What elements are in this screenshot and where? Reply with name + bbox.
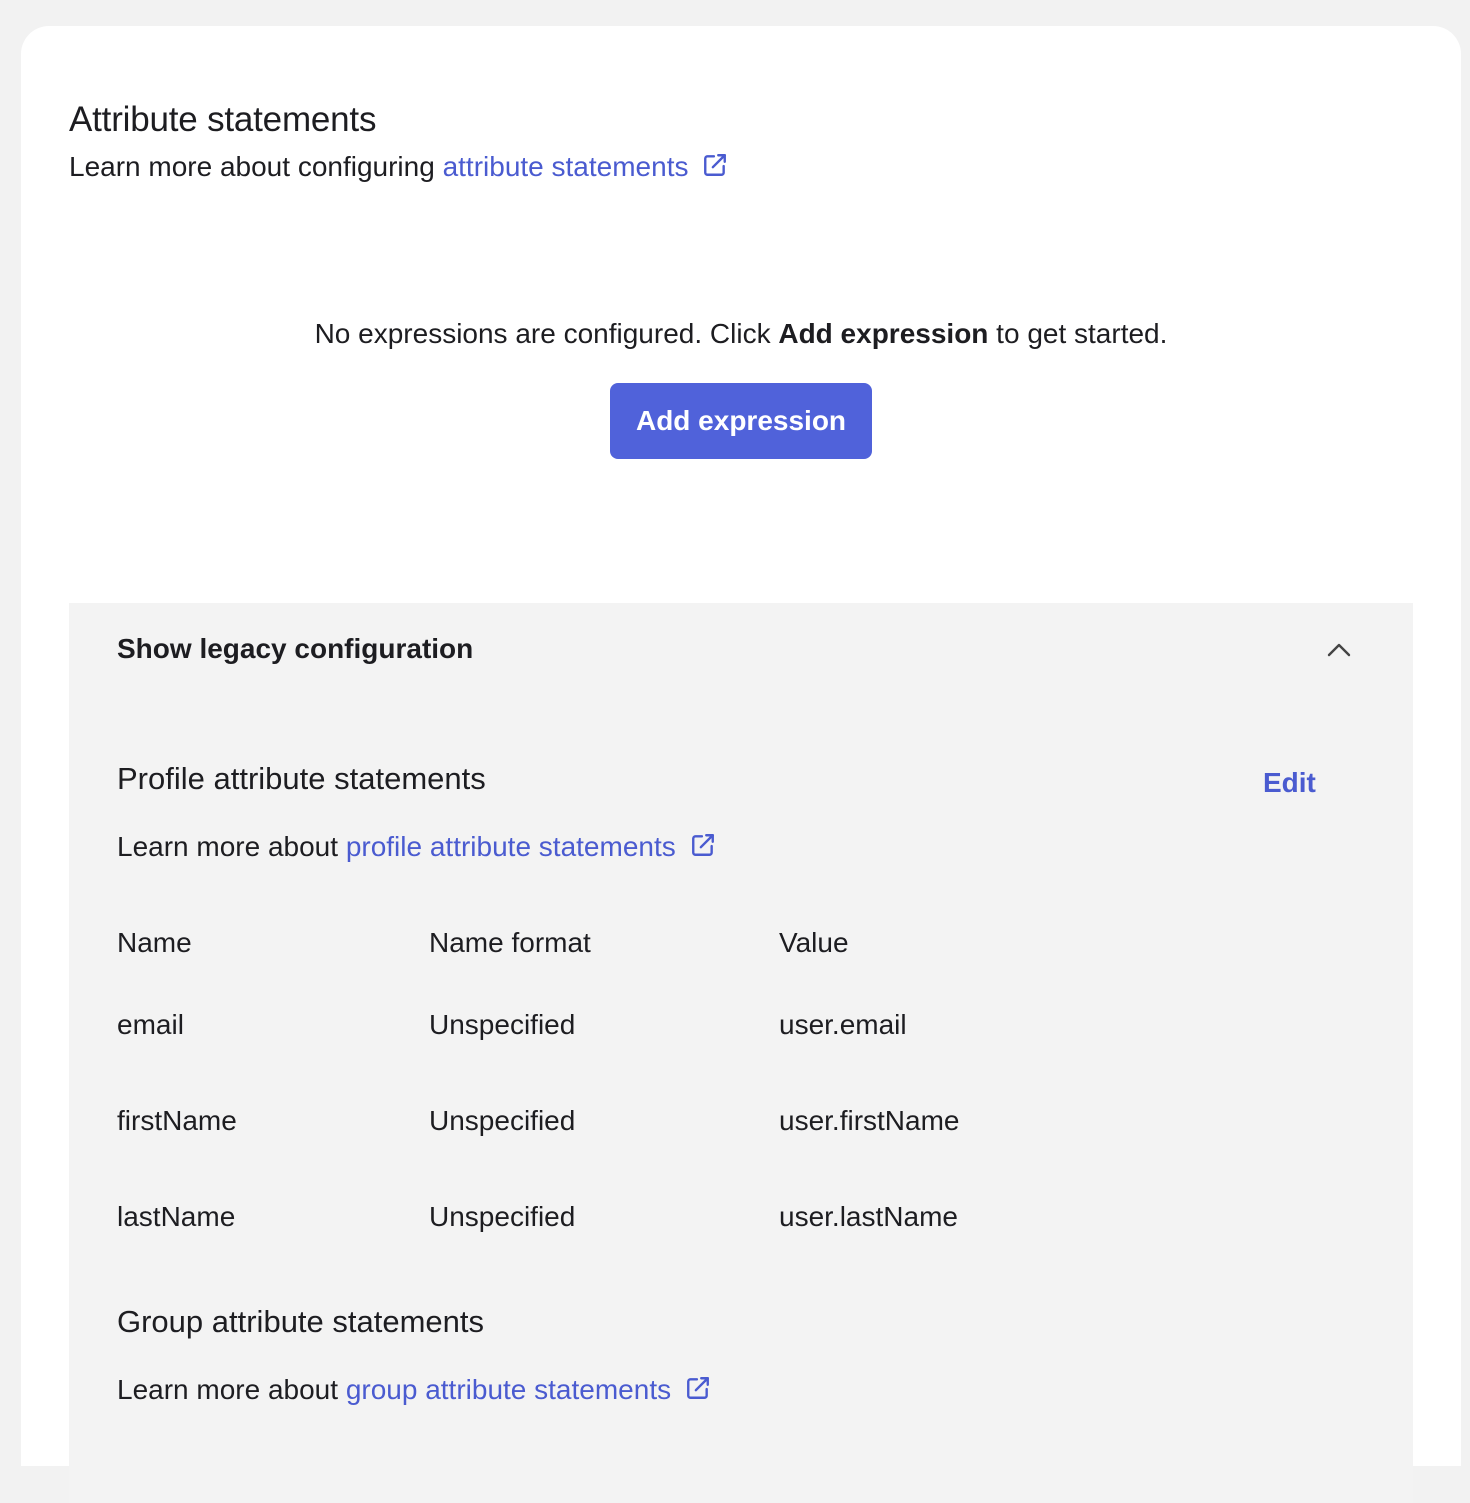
profile-attribute-statements-link-label: profile attribute statements [345,831,676,862]
external-link-icon [690,832,716,865]
table-cell-name-format: Unspecified [429,1201,576,1232]
group-attribute-statements-title: Group attribute statements [117,1304,485,1339]
attribute-statements-card [21,26,1461,1466]
empty-state-text-bold: Add expression [778,318,989,349]
profile-attribute-statements-title: Profile attribute statements [117,761,486,796]
group-learn-more-row [117,1374,711,1408]
group-attribute-statements-link-label: group attribute statements [345,1374,672,1405]
empty-state-text-pre: No expressions are configured. Click [314,318,779,349]
group-learn-more-text: Learn more about [117,1374,346,1405]
column-header-name-format: Name format [429,927,591,958]
profile-attribute-statements-link[interactable] [346,831,716,862]
table-cell-name: firstName [117,1105,237,1136]
attribute-statements-link[interactable] [443,151,729,182]
legacy-toggle-label[interactable]: Show legacy configuration [117,633,474,664]
table-cell-name-format: Unspecified [429,1105,576,1136]
legacy-configuration-panel [69,603,1413,1503]
table-cell-value: user.email [779,1009,907,1040]
external-link-icon [702,152,728,185]
table-cell-name: email [117,1009,184,1040]
add-expression-button[interactable]: Add expression [610,383,872,459]
learn-more-row [69,151,728,185]
empty-state-text-post: to get started. [988,318,1168,349]
table-cell-name-format: Unspecified [429,1009,576,1040]
profile-learn-more-text: Learn more about [117,831,346,862]
column-header-name: Name [117,927,192,958]
table-cell-value: user.lastName [779,1201,958,1232]
table-cell-value: user.firstName [779,1105,960,1136]
table-cell-name: lastName [117,1201,236,1232]
profile-learn-more-row [117,831,716,865]
external-link-icon [685,1375,711,1408]
edit-button[interactable]: Edit [1263,767,1316,798]
chevron-up-icon[interactable] [1326,640,1352,665]
empty-state-message [21,318,1461,350]
learn-more-text: Learn more about configuring [69,151,443,182]
group-attribute-statements-link[interactable] [346,1374,711,1405]
page-title: Attribute statements [69,100,377,139]
attribute-statements-link-label: attribute statements [442,151,689,182]
column-header-value: Value [779,927,849,958]
